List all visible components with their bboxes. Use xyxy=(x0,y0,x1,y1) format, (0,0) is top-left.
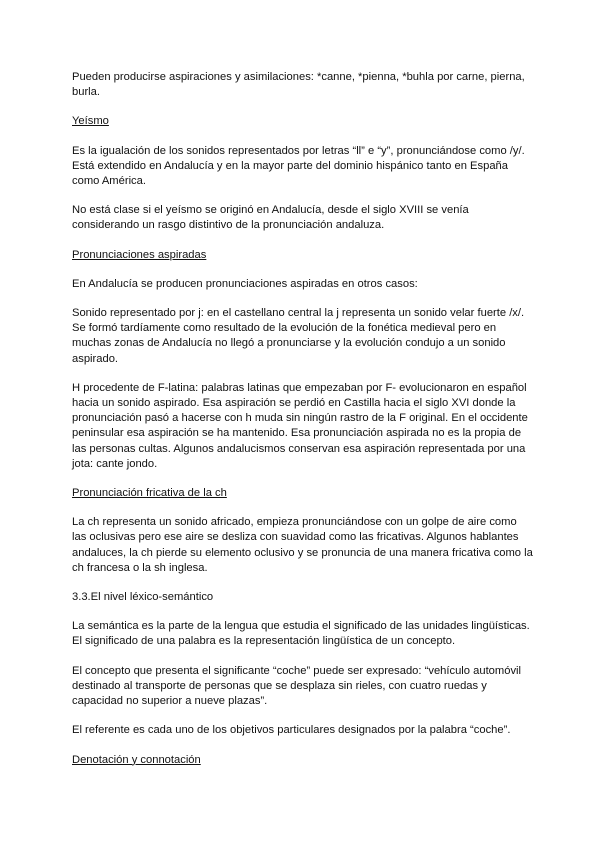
paragraph-ch-africado: La ch representa un sonido africado, empieza pronunciándose con un golpe de aire como las oclusivas pero ese aire se desliza con suavidad como las fricativas. Algunos hablantes andaluces, la ch pierde su elemento oclusivo y se pronuncia de una manera fricativa como la ch francesa o la sh inglesa. xyxy=(72,516,533,574)
paragraph-concepto-coche: El concepto que presenta el significante “coche” puede ser expresado: “vehículo automóvil destinado al transporte de personas que se desplaza sin rieles, con cuatro ruedas y capacidad no superior a nueve plazas”. xyxy=(72,664,522,708)
paragraph-yeismo-definicion: Es la igualación de los sonidos representados por letras “ll” e “y”, pronunciándose como /y/. Está extendido en Andalucía y en la mayor parte del dominio hispánico tanto en España como América. xyxy=(72,144,525,188)
heading-lexico-semantico: 3.3.El nivel léxico-semántico xyxy=(72,591,214,604)
heading-pronunciaciones-aspiradas: Pronunciaciones aspiradas xyxy=(72,248,207,261)
heading-yeismo: Yeísmo xyxy=(72,115,109,128)
paragraph-sonido-j: Sonido representado por j: en el castellano central la j representa un sonido velar fuerte /x/. Se formó tardíamente como resultado de la evolución de la fonética medieval pero en muchas zonas de Andalucía no llegó a pronunciarse y la evolución condujo a un sonido aspirado. xyxy=(72,307,525,365)
paragraph-yeismo-origen: No está clase si el yeísmo se originó en Andalucía, desde el siglo XVIII se venía considerando un rasgo distintivo de la pronunciación andaluza. xyxy=(72,204,469,232)
document-body xyxy=(72,70,534,782)
heading-fricativa-ch: Pronunciación fricativa de la ch xyxy=(72,487,227,500)
heading-denotacion-connotacion: Denotación y connotación xyxy=(72,753,201,766)
paragraph-h-latina: H procedente de F-latina: palabras latinas que empezaban por F- evolucionaron en español hacia un sonido aspirado. Esa aspiración se perdió en Castilla hacia el siglo XVI donde la pronunciación pasó a hacerse con h muda sin ningún rastro de la F original. En el occidente peninsular esa aspiración se ha mantenido. Esa pronunciación aspirada no es la propia de las personas cultas. Algunos andalucismos conservan esa aspiración representada por una jota: cante jondo. xyxy=(72,381,528,470)
paragraph-referente: El referente es cada uno de los objetivos particulares designados por la palabra “coche”. xyxy=(72,724,511,737)
paragraph-semantica: La semántica es la parte de la lengua que estudia el significado de las unidades lingüísticas. El significado de una palabra es la representación lingüística de un concepto. xyxy=(72,620,530,648)
paragraph-aspiraciones: Pueden producirse aspiraciones y asimilaciones: *canne, *pienna, *buhla por carne, pierna, burla. xyxy=(72,71,525,99)
paragraph-aspiradas-intro: En Andalucía se producen pronunciaciones aspiradas en otros casos: xyxy=(72,277,418,290)
